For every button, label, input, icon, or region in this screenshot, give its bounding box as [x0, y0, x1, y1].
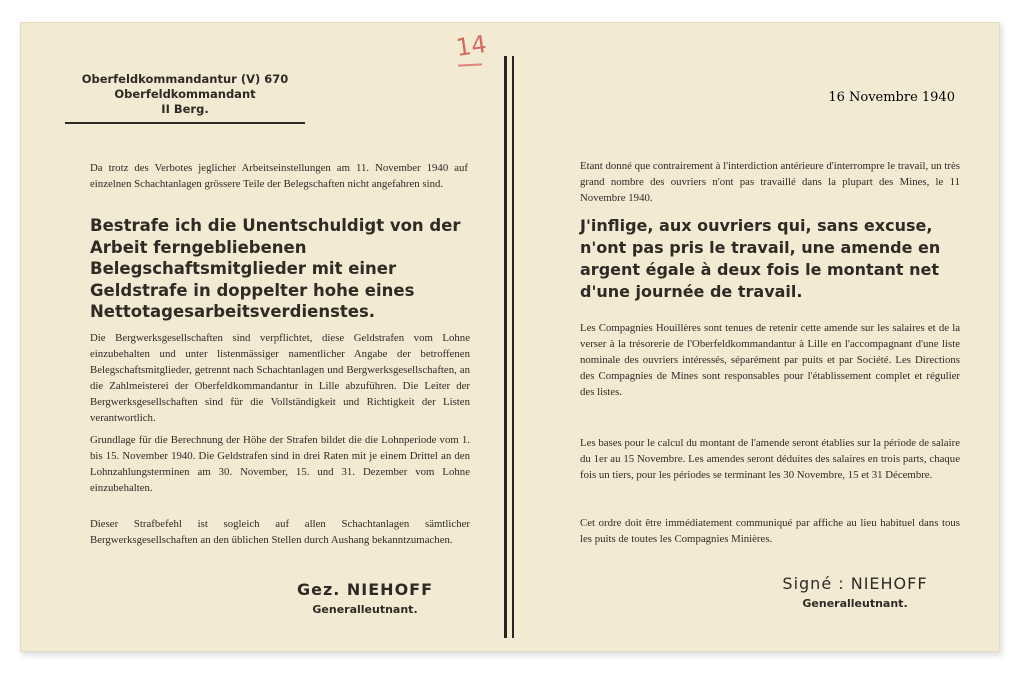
- issuer-line-2: Oberfeldkommandant: [114, 87, 256, 101]
- german-intro: Da trotz des Verbotes jeglicher Arbeitseinstellungen am 11. November 1940 auf einzelnen Schachtanlagen grössere Teile der Belegschaften nicht angefahren sind.: [90, 162, 468, 190]
- french-signature: Signé : NIEHOFF: [782, 574, 928, 593]
- german-decree: Bestrafe ich die Unentschuldigt von der Arbeit ferngebliebenen Belegschaftsmitglieder mit einer Geldstrafe in doppelter hohe eines Nettotagesarbeitsverdienstes.: [90, 216, 461, 321]
- column-divider-thin: [512, 56, 514, 638]
- pencil-annotation: 14: [454, 30, 489, 62]
- french-intro: Etant donné que contrairement à l'interdiction antérieure d'interrompre le travail, un très grand nombre des ouvriers n'ont pas travaillé dans la plupart des Mines, le 11 Novembre 1940.: [580, 160, 960, 204]
- german-paragraph-3: Dieser Strafbefehl ist sogleich auf allen Schachtanlagen sämtlicher Bergwerksgesellschaften an den üblichen Stellen durch Aushang bekanntzumachen.: [90, 518, 470, 546]
- french-column: [550, 22, 975, 652]
- date-line: 16 Novembre 1940: [828, 90, 955, 105]
- german-column: [65, 22, 495, 652]
- french-decree: J'inflige, aux ouvriers qui, sans excuse, n'ont pas pris le travail, une amende en argent égale à deux fois le montant net d'une journée de travail.: [580, 216, 941, 301]
- header-rule: [65, 122, 305, 124]
- french-rank: Generalleutnant.: [802, 597, 908, 610]
- french-paragraph-2: Les bases pour le calcul du montant de l'amende seront établies sur la période de salaire du 1er au 15 Novembre. Les amendes seront déduites des salaires en trois parts, chaque fois un tiers, pour les périodes se terminant les 30 Novembre, 15 et 31 Décembre.: [580, 437, 960, 481]
- column-divider-thick: [504, 56, 507, 638]
- issuer-line-1: Oberfeldkommandantur (V) 670: [81, 72, 289, 86]
- german-signature: Gez. NIEHOFF: [296, 580, 434, 599]
- german-paragraph-2: Grundlage für die Berechnung der Höhe der Strafen bildet die die Lohnperiode vom 1. bis 15. November 1940. Die Geldstrafen sind in drei Raten mit je einem Drittel an den Lohnzahlungsterminen am 30. November, 15. und 31. Dezember vom Lohne einzubehalten.: [90, 434, 470, 494]
- french-signature-block: [740, 574, 970, 610]
- french-paragraph-3: Cet ordre doit être immédiatement communiqué par affiche au lieu habituel dans tous les puits de toutes les Compagnies Minières.: [580, 517, 960, 545]
- french-paragraph-1: Les Compagnies Houillères sont tenues de retenir cette amende sur les salaires et de la verser à la trésorerie de l'Oberfeldkommandantur à Lille en l'accompagnant d'une liste nominale des ouvriers intéressés, séparément par puits et par Société. Les Directions des Compagnies de Mines sont responsables pour l'établissement complet et régulier des listes.: [580, 322, 960, 398]
- german-signature-block: [255, 580, 475, 616]
- german-rank: Generalleutnant.: [312, 603, 418, 616]
- issuer-line-3: II Berg.: [161, 102, 209, 116]
- german-paragraph-1: Die Bergwerksgesellschaften sind verpflichtet, diese Geldstrafen vom Lohne einzubehalten und unter listenmässiger namentlicher Angabe der betroffenen Belegschaftsmitglieder, getrennt nach Schachtanlagen und Bergwerksgesellschaften, an die Zahlmeisterei der Oberfeldkommandantur in Lille abzuführen. Die Leiter der Bergwerksgesellschaften sind für die Vollständigkeit und Richtigkeit der Listen verantwortlich.: [90, 332, 470, 424]
- poster-sheet: [20, 22, 1000, 652]
- issuer-header: [65, 72, 305, 117]
